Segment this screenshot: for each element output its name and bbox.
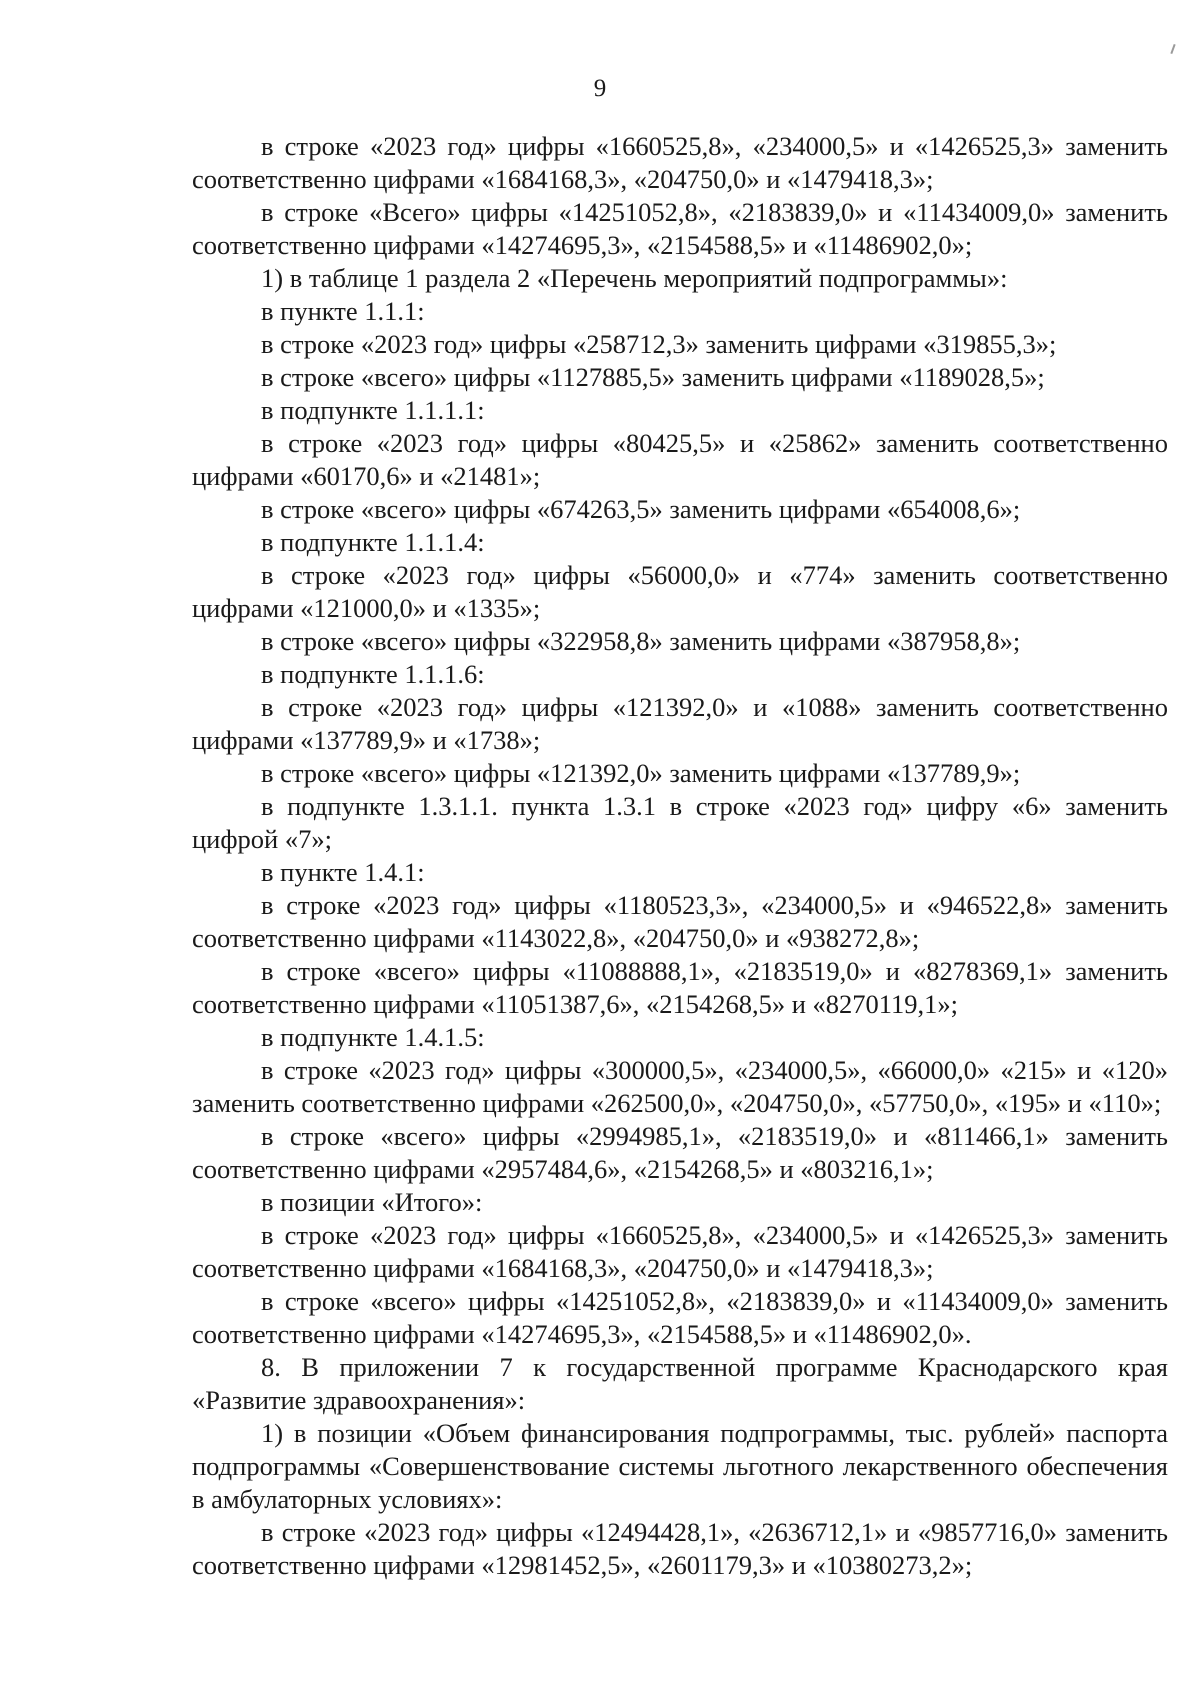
paragraph: в строке «2023 год» цифры «258712,3» заменить цифрами «319855,3»; — [261, 329, 1057, 359]
paragraph: в строке «всего» цифры «11088888,1», «2183519,0» и «8278369,1» заменить соответственно цифрами «11051387,6», «2154268,5» и «8270119,1»; — [192, 956, 1168, 1019]
page-number: 9 — [593, 75, 607, 102]
paragraph: 1) в позиции «Объем финансирования подпрограммы, тыс. рублей» паспорта подпрограммы «Совершенствование системы льготного лекарственного обеспечения в амбулаторных условиях»: — [192, 1418, 1168, 1514]
paragraph: 8. В приложении 7 к государственной программе Краснодарского края «Развитие здравоохранения»: — [192, 1352, 1168, 1415]
paragraph: в строке «всего» цифры «322958,8» заменить цифрами «387958,8»; — [261, 626, 1021, 656]
paragraph: в подпункте 1.1.1.1: — [261, 395, 485, 425]
paragraph: в пункте 1.1.1: — [261, 296, 425, 326]
paragraph: в строке «2023 год» цифры «1180523,3», «234000,5» и «946522,8» заменить соответственно цифрами «1143022,8», «204750,0» и «938272,8»; — [192, 890, 1168, 953]
document-body — [192, 130, 1168, 1582]
scan-mark — [1170, 44, 1175, 54]
paragraph: в позиции «Итого»: — [261, 1187, 483, 1217]
paragraph: в строке «2023 год» цифры «56000,0» и «774» заменить соответственно цифрами «121000,0» и «1335»; — [192, 560, 1168, 623]
paragraph: в строке «всего» цифры «121392,0» заменить цифрами «137789,9»; — [261, 758, 1021, 788]
paragraph: в строке «2023 год» цифры «80425,5» и «25862» заменить соответственно цифрами «60170,6» и «21481»; — [192, 428, 1168, 491]
paragraph: в строке «2023 год» цифры «12494428,1», «2636712,1» и «9857716,0» заменить соответственно цифрами «12981452,5», «2601179,3» и «10380273,2»; — [192, 1517, 1168, 1580]
paragraph: в строке «всего» цифры «2994985,1», «2183519,0» и «811466,1» заменить соответственно цифрами «2957484,6», «2154268,5» и «803216,1»; — [192, 1121, 1168, 1184]
paragraph: в подпункте 1.4.1.5: — [261, 1022, 485, 1052]
paragraph: в строке «всего» цифры «14251052,8», «2183839,0» и «11434009,0» заменить соответственно цифрами «14274695,3», «2154588,5» и «11486902,0». — [192, 1286, 1168, 1349]
paragraph: в пункте 1.4.1: — [261, 857, 425, 887]
paragraph: в строке «2023 год» цифры «121392,0» и «1088» заменить соответственно цифрами «137789,9» и «1738»; — [192, 692, 1168, 755]
paragraph: в подпункте 1.1.1.6: — [261, 659, 485, 689]
paragraph: в строке «всего» цифры «1127885,5» заменить цифрами «1189028,5»; — [261, 362, 1045, 392]
paragraph: 1) в таблице 1 раздела 2 «Перечень мероприятий подпрограммы»: — [261, 263, 1008, 293]
paragraph: в строке «всего» цифры «674263,5» заменить цифрами «654008,6»; — [261, 494, 1021, 524]
paragraph: в подпункте 1.3.1.1. пункта 1.3.1 в строке «2023 год» цифру «6» заменить цифрой «7»; — [192, 791, 1168, 854]
paragraph: в подпункте 1.1.1.4: — [261, 527, 485, 557]
paragraph: в строке «2023 год» цифры «1660525,8», «234000,5» и «1426525,3» заменить соответственно цифрами «1684168,3», «204750,0» и «1479418,3»; — [192, 1220, 1168, 1283]
paragraph: в строке «Всего» цифры «14251052,8», «2183839,0» и «11434009,0» заменить соответственно цифрами «14274695,3», «2154588,5» и «11486902,0»; — [192, 197, 1168, 260]
paragraph: в строке «2023 год» цифры «1660525,8», «234000,5» и «1426525,3» заменить соответственно цифрами «1684168,3», «204750,0» и «1479418,3»; — [192, 131, 1168, 194]
paragraph: в строке «2023 год» цифры «300000,5», «234000,5», «66000,0» «215» и «120» заменить соответственно цифрами «262500,0», «204750,0», «57750,0», «195» и «110»; — [192, 1055, 1168, 1118]
